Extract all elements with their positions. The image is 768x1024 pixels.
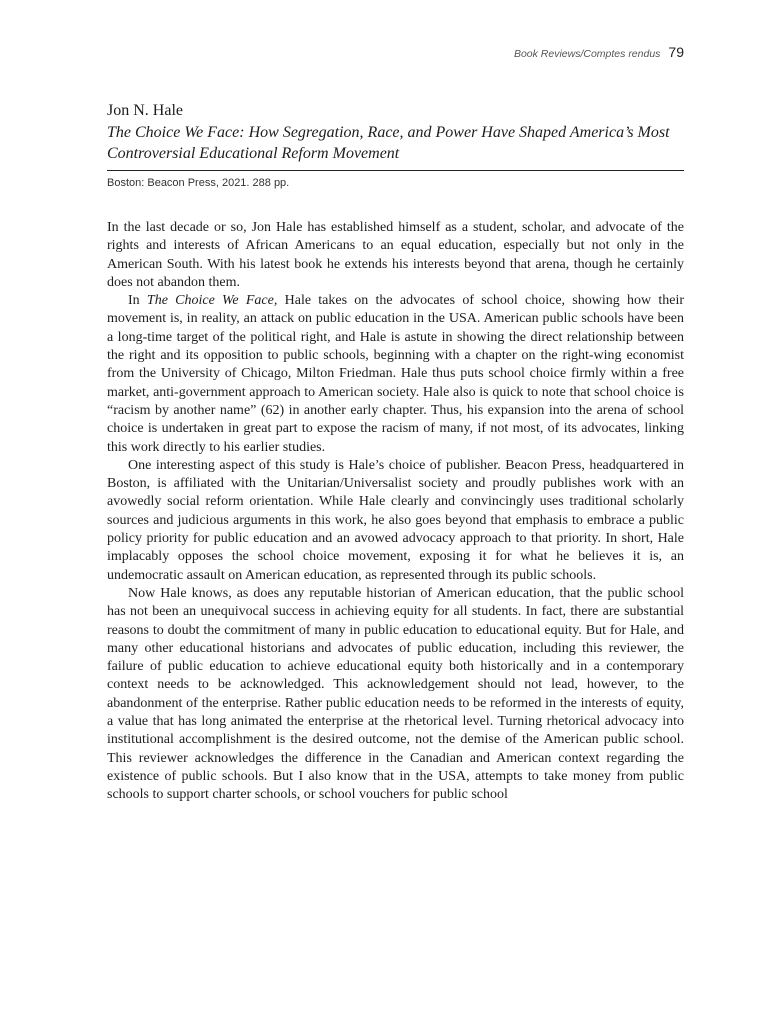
running-head-title: Book Reviews/Comptes rendus bbox=[513, 48, 661, 60]
publication-info: Boston: Beacon Press, 2021. 288 pp. bbox=[107, 177, 290, 189]
header-rule bbox=[107, 170, 684, 171]
paragraph-2-text: Hale takes on the advocates of school choice, showing how their movement is, in reality, an attack on public education in the USA. American public schools have been a long-time target of the political right, and Hale is astute in showing the direct relationship between the right and its opposition to public schools, beginning with a chapter on the right-wing economist from the University of Chicago, Milton Friedman. Hale thus puts school choice firmly within a free market, anti-government approach to American society. Hale also is quick to note that school choice is “racism by another name” (62) in another early chapter. Thus, his expansion into the arena of school choice is undertaken in great part to expose the racism of many, if not most, of its advocates, linking this work directly to his earlier studies. bbox=[107, 293, 684, 455]
paragraph-3: One interesting aspect of this study is Hale’s choice of publisher. Beacon Press, headquartered in Boston, is affiliated with the Unitarian/Universalist society and proudly publishes work with an avowedly social reform orientation. While Hale clearly and convincingly uses traditional scholarly sources and judicious arguments in this work, he also goes beyond that emphasis to embrace a public policy priority for public education and an avowed advocacy approach to that priority. In short, Hale implacably opposes the school choice movement, exposing it for what he believes it is, an undemocratic assault on American education, as represented through its public schools. bbox=[107, 457, 684, 583]
paragraph-2 bbox=[107, 292, 684, 457]
running-head bbox=[514, 44, 684, 60]
paragraph-1: In the last decade or so, Jon Hale has established himself as a student, scholar, and advocate of the rights and interests of African Americans to an equal education, especially but not only in the American South. With his latest book he extends his interests beyond that arena, though he certainly does not abandon them. bbox=[107, 220, 684, 290]
page-number: 79 bbox=[668, 44, 684, 60]
paragraph-4: Now Hale knows, as does any reputable historian of American education, that the public school has not been an unequivocal success in achieving equity for all students. In fact, there are substantial reasons to doubt the commitment of many in public education to educational equity. But for Hale, and many other educational historians and advocates of public education, including this reviewer, the failure of public education to achieve educational equity both historically and in a contemporary context needs to be acknowledged. This acknowledgement should not lead, however, to the abandonment of the enterprise. Rather public education needs to be reformed in the interests of equity, a value that has long animated the enterprise at the rhetorical level. Turning rhetorical advocacy into institutional accomplishment is the desired outcome, not the demise of the American public school. This reviewer acknowledges the difference in the Canadian and American context regarding the existence of public schools. But I also know that in the USA, attempts to take money from public schools to support charter schools, or school vouchers for public school bbox=[107, 585, 684, 803]
review-body bbox=[107, 219, 684, 805]
paragraph-2-lead: In bbox=[128, 293, 147, 309]
paragraph-2-book-title: The Choice We Face, bbox=[146, 293, 278, 309]
book-title: The Choice We Face: How Segregation, Race, and Power Have Shaped America’s Most Controversial Educational Reform Movement bbox=[107, 124, 670, 162]
book-author: Jon N. Hale bbox=[107, 102, 183, 119]
review-header bbox=[107, 100, 684, 164]
